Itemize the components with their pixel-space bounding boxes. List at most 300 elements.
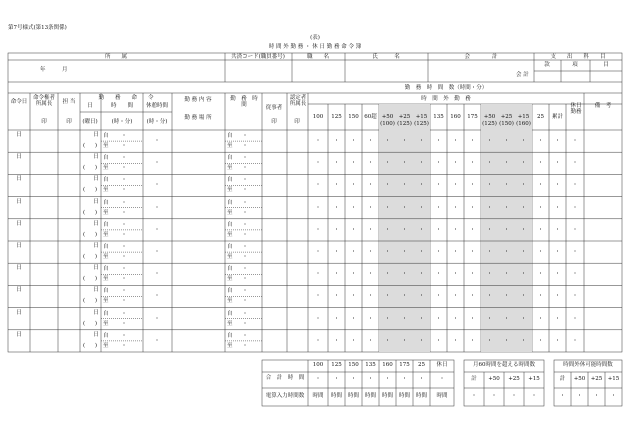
row-dot: ・	[242, 320, 248, 327]
row-from: 自	[227, 221, 233, 228]
summary3-col: +15	[607, 376, 620, 382]
row-rate-dot: ・	[452, 182, 459, 189]
row-rate-dot: ・	[503, 226, 510, 233]
row-rate-dot: ・	[537, 293, 544, 300]
row-rate-dot: ・	[401, 293, 408, 300]
summary1-rate: 175	[399, 362, 410, 368]
row-rate-dot: ・	[452, 204, 459, 211]
label-shimei: 氏 名	[372, 54, 400, 60]
row-rate-dot: ・	[486, 160, 493, 167]
row-to: 至	[227, 187, 233, 194]
row-rate-dot: ・	[537, 271, 544, 278]
row-dot: ・	[242, 342, 248, 349]
row-rate-dot: ・	[486, 226, 493, 233]
row-rate-dot: ・	[435, 226, 442, 233]
summary3-dot: ・	[593, 393, 600, 399]
row-yobi-close: )	[94, 209, 98, 216]
row-dot: ・	[242, 133, 248, 139]
row-rate-dot: ・	[350, 160, 357, 167]
row-rate-dot: ・	[486, 293, 493, 300]
row-dot: ・	[154, 249, 160, 255]
summary2-title: 月60時間を超える時間数	[473, 362, 535, 368]
row-dot: ・	[572, 315, 578, 322]
col-meireibi: 命令日	[10, 99, 28, 105]
row-dot: ・	[154, 138, 160, 144]
rate-note: (160)	[516, 121, 531, 127]
row-rate-dot: ・	[333, 138, 340, 144]
summary1-unit: 時間	[364, 393, 377, 399]
row-rate-dot: ・	[469, 271, 476, 278]
col-jifun: (時・分)	[111, 119, 133, 125]
row-rate-dot: ・	[503, 138, 510, 144]
row-from: 自	[103, 266, 109, 273]
row-dot: ・	[242, 310, 248, 317]
row-from: 自	[227, 199, 233, 206]
summary3-col: 計	[559, 376, 566, 382]
row-rate-dot: ・	[503, 182, 510, 189]
row-rate-dot: ・	[469, 160, 476, 167]
row-dot: ・	[242, 209, 248, 216]
row-hi: 日	[93, 331, 99, 338]
rate-header: 25	[537, 114, 544, 120]
row-rate-dot: ・	[384, 315, 391, 322]
row-rate-dot: ・	[554, 160, 561, 167]
row-rate-dot: ・	[367, 271, 374, 278]
row-rate-dot: ・	[503, 249, 510, 255]
row-yobi-open: (	[83, 276, 86, 283]
row-rate-dot: ・	[401, 315, 408, 322]
row-rate-dot: ・	[554, 271, 561, 278]
row-rate-dot: ・	[350, 182, 357, 189]
row-rate-dot: ・	[537, 204, 544, 211]
row-yobi-close: )	[94, 187, 98, 194]
row-rate-dot: ・	[315, 337, 321, 344]
row-yobi-close: )	[94, 254, 98, 260]
row-to: 至	[227, 298, 233, 305]
row-rate-dot: ・	[367, 249, 374, 255]
row-dot: ・	[121, 209, 127, 216]
summary1-dot: ・	[367, 376, 374, 382]
col-kakunin: 認定者所属長	[289, 95, 307, 107]
summary1-unit: 時間	[436, 393, 448, 399]
row-rate-dot: ・	[503, 160, 510, 167]
row-rate-dot: ・	[486, 315, 493, 322]
row-dot: ・	[242, 187, 248, 194]
row-dot: ・	[242, 254, 248, 260]
row-rate-dot: ・	[469, 204, 476, 211]
row-day: 日	[16, 220, 22, 227]
row-rate-dot: ・	[367, 160, 374, 167]
row-yobi-close: )	[94, 143, 98, 149]
row-rate-dot: ・	[452, 293, 459, 300]
row-to: 至	[103, 231, 109, 238]
row-rate-dot: ・	[350, 293, 357, 300]
row-from: 自	[103, 133, 109, 139]
row-rate-dot: ・	[418, 315, 425, 322]
row-rate-dot: ・	[315, 182, 321, 189]
row-day: 日	[16, 265, 22, 272]
summary3-title: 時間外休可能時間数	[563, 362, 613, 368]
row-rate-dot: ・	[315, 249, 321, 255]
summary1-unit: 時間	[312, 393, 324, 399]
col-kinmu-basho: 勤 務 場 所	[184, 115, 212, 121]
row-dot: ・	[242, 199, 248, 206]
row-rate-dot: ・	[520, 249, 527, 255]
row-from: 自	[227, 310, 233, 317]
row-rate-dot: ・	[418, 182, 425, 189]
row-yobi-open: (	[83, 298, 86, 305]
row-from: 自	[103, 244, 109, 250]
row-rate-dot: ・	[435, 138, 442, 144]
row-from: 自	[103, 332, 109, 339]
row-yobi-open: (	[83, 320, 86, 327]
row-rate-dot: ・	[520, 315, 527, 322]
row-to: 至	[103, 320, 109, 327]
row-rate-dot: ・	[367, 226, 374, 233]
summary1-rate: 100	[312, 362, 324, 368]
row-day: 日	[16, 154, 22, 161]
rate-header: 175	[467, 114, 478, 120]
row-to: 至	[227, 231, 233, 238]
col-kinmu-meirei: 勤 務 命 令	[98, 95, 154, 101]
row-yobi-open: (	[83, 231, 86, 238]
row-to: 至	[103, 254, 109, 260]
summary2-dot: ・	[471, 393, 477, 399]
row-rate-dot: ・	[350, 204, 357, 211]
row-yobi-open: (	[83, 143, 86, 149]
row-rate-dot: ・	[435, 315, 442, 322]
row-day: 日	[16, 176, 22, 183]
summary3-dot: ・	[559, 393, 566, 399]
row-dot: ・	[242, 298, 248, 305]
row-rate-dot: ・	[554, 204, 561, 211]
label-moku: 目	[603, 62, 609, 68]
row-to: 至	[103, 298, 109, 305]
row-dot: ・	[572, 160, 578, 167]
row-dot: ・	[121, 266, 127, 273]
row-rate-dot: ・	[401, 182, 408, 189]
row-rate-dot: ・	[520, 293, 527, 300]
summary2-col: +15	[528, 376, 540, 382]
row-yobi-close: )	[94, 342, 98, 349]
row-rate-dot: ・	[520, 271, 527, 278]
row-dot: ・	[572, 226, 578, 233]
summary1-unit: 時間	[330, 393, 343, 399]
row-dot: ・	[572, 182, 578, 189]
row-dot: ・	[121, 288, 127, 295]
row-rate-dot: ・	[401, 204, 408, 211]
col-in-2: 印	[66, 119, 72, 125]
col-in-1: 印	[41, 119, 47, 125]
row-rate-dot: ・	[486, 204, 493, 211]
rate-header: +25	[398, 114, 411, 120]
row-dot: ・	[121, 254, 127, 260]
row-dot: ・	[242, 165, 248, 172]
row-rate-dot: ・	[469, 226, 476, 233]
row-rate-dot: ・	[554, 226, 561, 233]
row-hi: 日	[93, 265, 99, 272]
row-rate-dot: ・	[384, 160, 391, 167]
row-yobi-open: (	[83, 254, 86, 260]
row-rate-dot: ・	[503, 204, 510, 211]
row-dot: ・	[572, 204, 578, 211]
row-yobi-close: )	[94, 165, 98, 172]
row-rate-dot: ・	[418, 138, 425, 144]
row-rate-dot: ・	[486, 138, 493, 144]
row-dot: ・	[154, 271, 160, 278]
col-kyujitsu: 休日勤務	[570, 103, 582, 115]
label-kaikei: 会 計	[464, 54, 498, 60]
row-from: 自	[103, 199, 109, 206]
rate-note: (100)	[380, 121, 395, 127]
row-dot: ・	[242, 143, 248, 149]
summary2-dot: ・	[491, 393, 497, 399]
row-rate-dot: ・	[315, 271, 321, 278]
row-rate-dot: ・	[554, 315, 561, 322]
row-to: 至	[227, 320, 233, 327]
summary3-dot: ・	[610, 393, 617, 399]
row-to: 至	[103, 143, 109, 149]
row-rate-dot: ・	[315, 293, 321, 300]
row-rate-dot: ・	[315, 226, 321, 233]
row-rate-dot: ・	[435, 249, 442, 255]
row-hi: 日	[93, 176, 99, 183]
row-yobi-open: (	[83, 165, 86, 172]
row-dot: ・	[242, 332, 248, 339]
row-rate-dot: ・	[452, 271, 459, 278]
row-rate-dot: ・	[315, 138, 321, 144]
row-to: 至	[103, 276, 109, 283]
rate-note: (125)	[482, 121, 497, 127]
row-from: 自	[227, 288, 233, 295]
row-rate-dot: ・	[350, 271, 357, 278]
row-rate-dot: ・	[333, 182, 340, 189]
summary1-unit: 時間	[415, 393, 428, 399]
row-rate-dot: ・	[333, 249, 340, 255]
col-hi: 日	[87, 103, 93, 109]
row-rate-dot: ・	[452, 138, 459, 144]
row-rate-dot: ・	[401, 337, 408, 344]
label-shozoku: 所 属	[104, 54, 128, 60]
row-to: 至	[103, 187, 109, 194]
row-dot: ・	[242, 155, 248, 162]
row-to: 至	[227, 276, 233, 283]
row-hi: 日	[93, 220, 99, 227]
col-kyukei: 休憩時間	[145, 103, 169, 109]
row-rate-dot: ・	[503, 271, 510, 278]
row-rate-dot: ・	[554, 138, 561, 144]
row-rate-dot: ・	[537, 182, 544, 189]
row-rate-dot: ・	[315, 160, 321, 167]
summary1-dot: ・	[384, 376, 391, 382]
row-rate-dot: ・	[520, 337, 527, 344]
row-dot: ・	[121, 155, 127, 162]
row-rate-dot: ・	[333, 337, 340, 344]
summary1-dot: ・	[315, 376, 321, 382]
row-rate-dot: ・	[401, 271, 408, 278]
row-rate-dot: ・	[469, 337, 476, 344]
rate-header: +15	[415, 114, 428, 120]
row-day: 日	[16, 243, 22, 249]
row-to: 至	[227, 254, 233, 260]
rate-header: 100	[312, 114, 324, 120]
row-dot: ・	[242, 244, 248, 250]
row-rate-dot: ・	[401, 249, 408, 255]
summary1-rate: 160	[382, 362, 393, 368]
row-yobi-close: )	[94, 276, 98, 283]
row-hi: 日	[93, 243, 99, 249]
summary3-col: +50	[573, 376, 586, 382]
rate-header: 160	[450, 114, 461, 120]
rate-note: (150)	[499, 121, 514, 127]
row-rate-dot: ・	[384, 204, 391, 211]
row-dot: ・	[154, 337, 160, 344]
row-rate-dot: ・	[537, 249, 544, 255]
row-dot: ・	[572, 138, 578, 144]
row-to: 至	[103, 209, 109, 216]
row-day: 日	[16, 287, 22, 294]
row-from: 自	[227, 155, 233, 162]
row-rate-dot: ・	[486, 182, 493, 189]
row-rate-dot: ・	[333, 226, 340, 233]
col-kinmu-jikansu: 勤 務 時 間 数（時間・分）	[404, 85, 488, 91]
row-rate-dot: ・	[435, 160, 442, 167]
summary2-col: +25	[508, 376, 520, 382]
row-rate-dot: ・	[315, 315, 321, 322]
row-rate-dot: ・	[367, 315, 374, 322]
row-rate-dot: ・	[401, 138, 408, 144]
col-juji: 従事者	[265, 105, 283, 111]
row-rate-dot: ・	[520, 226, 527, 233]
row-rate-dot: ・	[333, 293, 340, 300]
row-rate-dot: ・	[452, 160, 459, 167]
summary1-unit: 時間	[381, 393, 394, 399]
row-yobi-close: )	[94, 320, 98, 327]
summary3-dot: ・	[576, 393, 583, 399]
row-rate-dot: ・	[435, 293, 442, 300]
row-rate-dot: ・	[418, 249, 425, 255]
row-rate-dot: ・	[469, 315, 476, 322]
label-kaikei-sub: 会 計	[516, 72, 529, 78]
row-rate-dot: ・	[350, 315, 357, 322]
row-dot: ・	[121, 187, 127, 194]
row-rate-dot: ・	[537, 226, 544, 233]
label-kyusai-code: 共済コード(職員番号)	[231, 54, 285, 60]
rate-header: 60超	[364, 114, 377, 120]
col-jikangai: 時 間 外 勤 務	[421, 96, 471, 102]
col-biko: 備 考	[594, 103, 612, 109]
row-rate-dot: ・	[520, 138, 527, 144]
summary-gokei-label: 合 計 時 間	[265, 375, 305, 381]
row-rate-dot: ・	[367, 293, 374, 300]
col-kinmu-naiyo: 勤 務 内 容	[184, 97, 212, 103]
row-rate-dot: ・	[435, 271, 442, 278]
row-rate-dot: ・	[554, 249, 561, 255]
row-rate-dot: ・	[435, 337, 442, 344]
row-from: 自	[103, 288, 109, 295]
row-rate-dot: ・	[367, 138, 374, 144]
row-rate-dot: ・	[520, 204, 527, 211]
row-dot: ・	[242, 177, 248, 184]
row-dot: ・	[154, 182, 160, 189]
row-rate-dot: ・	[418, 226, 425, 233]
row-rate-dot: ・	[486, 337, 493, 344]
row-rate-dot: ・	[486, 249, 493, 255]
row-dot: ・	[242, 288, 248, 295]
row-rate-dot: ・	[384, 226, 391, 233]
row-rate-dot: ・	[315, 204, 321, 211]
row-to: 至	[103, 342, 109, 349]
summary3-col: +25	[590, 376, 603, 382]
summary1-rate: 125	[331, 362, 342, 368]
row-rate-dot: ・	[350, 226, 357, 233]
row-rate-dot: ・	[537, 337, 544, 344]
col-kinmu-jikan: 勤 務 時 間	[230, 96, 264, 108]
row-dot: ・	[242, 231, 248, 238]
row-hi: 日	[93, 287, 99, 294]
row-rate-dot: ・	[554, 293, 561, 300]
row-rate-dot: ・	[503, 315, 510, 322]
row-rate-dot: ・	[350, 138, 357, 144]
row-rate-dot: ・	[384, 138, 391, 144]
row-rate-dot: ・	[554, 337, 561, 344]
summary1-rate: 135	[365, 362, 376, 368]
label-kan: 款	[544, 62, 550, 68]
row-rate-dot: ・	[367, 182, 374, 189]
rate-header: 累計	[551, 114, 564, 120]
row-dot: ・	[154, 226, 160, 233]
row-rate-dot: ・	[418, 293, 425, 300]
row-dot: ・	[572, 293, 578, 300]
row-dot: ・	[154, 160, 160, 167]
summary2-dot: ・	[511, 393, 517, 399]
row-dot: ・	[121, 143, 127, 149]
col-juji-in: 印	[271, 119, 277, 125]
summary1-rate: 休日	[436, 362, 448, 368]
rate-note: (125)	[414, 121, 429, 127]
row-day: 日	[16, 309, 22, 316]
row-rate-dot: ・	[418, 271, 425, 278]
summary1-rate: 25	[418, 362, 425, 368]
row-rate-dot: ・	[367, 204, 374, 211]
row-from: 自	[103, 310, 109, 317]
summary1-dot: ・	[333, 376, 340, 382]
row-rate-dot: ・	[452, 249, 459, 255]
summary1-dot: ・	[350, 376, 357, 382]
col-jifun-2: (時・分)	[146, 119, 168, 125]
rate-header: +15	[517, 114, 530, 120]
row-from: 自	[227, 266, 233, 273]
row-dot: ・	[121, 165, 127, 172]
row-rate-dot: ・	[452, 337, 459, 344]
col-jikan: 時 間	[110, 103, 134, 109]
row-rate-dot: ・	[418, 160, 425, 167]
rate-header: +50	[483, 114, 496, 120]
row-from: 自	[227, 332, 233, 339]
rate-header: 150	[348, 114, 359, 120]
row-rate-dot: ・	[350, 337, 357, 344]
row-rate-dot: ・	[367, 337, 374, 344]
summary2-col: +50	[488, 376, 500, 382]
row-rate-dot: ・	[469, 138, 476, 144]
row-rate-dot: ・	[435, 204, 442, 211]
row-from: 自	[227, 244, 233, 250]
row-dot: ・	[121, 199, 127, 206]
row-rate-dot: ・	[333, 160, 340, 167]
row-dot: ・	[154, 204, 160, 211]
row-dot: ・	[121, 133, 127, 139]
row-from: 自	[103, 221, 109, 228]
